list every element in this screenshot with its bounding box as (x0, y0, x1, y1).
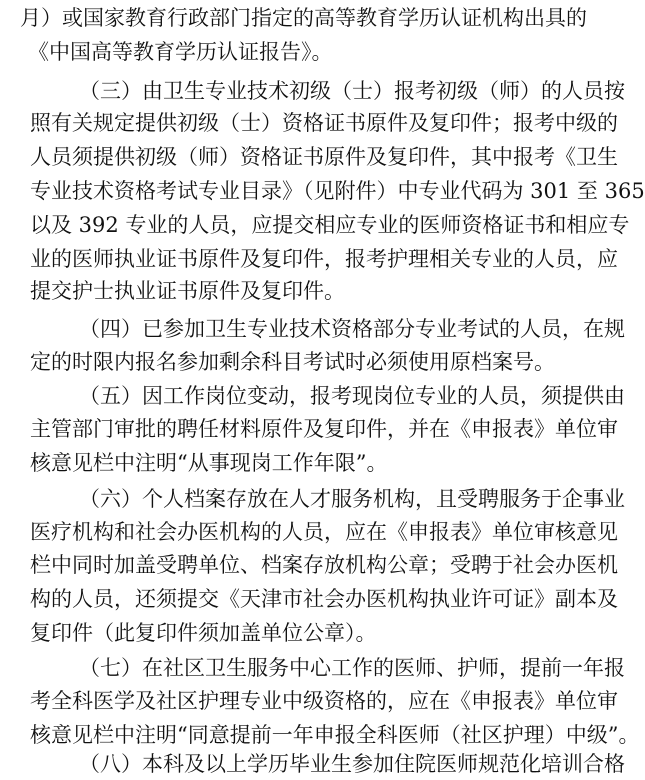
text-line-14: 核意见栏中注明“从事现岗工作年限”。 (30, 451, 388, 475)
text-line-2: 《中国高等教育学历认证报告》。 (28, 40, 333, 64)
text-line-12: （五）因工作岗位变动，报考现岗位专业的人员，须提供由 (79, 384, 625, 408)
text-line-16: 医疗机构和社会办医机构的人员，应在《申报表》单位审核意见 (30, 520, 618, 544)
text-line-22: 核意见栏中注明“同意提前一年申报全科医师（社区护理）中级”。 (30, 723, 640, 747)
text-line-10: （四）已参加卫生专业技术资格部分专业考试的人员，在规 (79, 317, 625, 341)
text-line-1: 月）或国家教育行政部门指定的高等教育学历认证机构出具的 (20, 6, 587, 30)
text-line-11: 定的时限内报名参加剩余科目考试时必须使用原档案号。 (30, 350, 555, 374)
text-line-20: （七）在社区卫生服务中心工作的医师、护师，提前一年报 (79, 656, 625, 680)
text-line-17: 栏中同时加盖受聘单位、档案存放机构公章；受聘于社会办医机 (30, 553, 618, 577)
text-line-4: 照有关规定提供初级（士）资格证书原件及复印件；报考中级的 (30, 111, 618, 135)
text-line-9: 提交护士执业证书原件及复印件。 (30, 279, 345, 303)
text-line-13: 主管部门审批的聘任材料原件及复印件，并在《申报表》单位审 (30, 417, 618, 441)
text-line-7: 以及 392 专业的人员，应提交相应专业的医师资格证书和相应专 (30, 213, 630, 237)
text-line-18: 构的人员，还须提交《天津市社会办医机构执业许可证》副本及 (30, 587, 618, 611)
text-line-23: （八）本科及以上学历毕业生参加住院医师规范化培训合格 (79, 752, 625, 776)
text-line-8: 业的医师执业证书原件及复印件，报考护理相关专业的人员，应 (30, 247, 618, 271)
text-line-21: 考全科医学及社区护理专业中级资格的，应在《申报表》单位审 (30, 689, 618, 713)
text-line-5: 人员须提供初级（师）资格证书原件及复印件，其中报考《卫生 (30, 145, 618, 169)
text-line-6: 专业技术资格考试专业目录》（见附件）中专业代码为 301 至 365 (30, 179, 645, 203)
text-line-3: （三）由卫生专业技术初级（士）报考初级（师）的人员按 (79, 79, 625, 103)
text-line-19: 复印件（此复印件须加盖单位公章）。 (30, 621, 377, 645)
text-line-15: （六）个人档案存放在人才服务机构，且受聘服务于企事业 (79, 487, 625, 511)
